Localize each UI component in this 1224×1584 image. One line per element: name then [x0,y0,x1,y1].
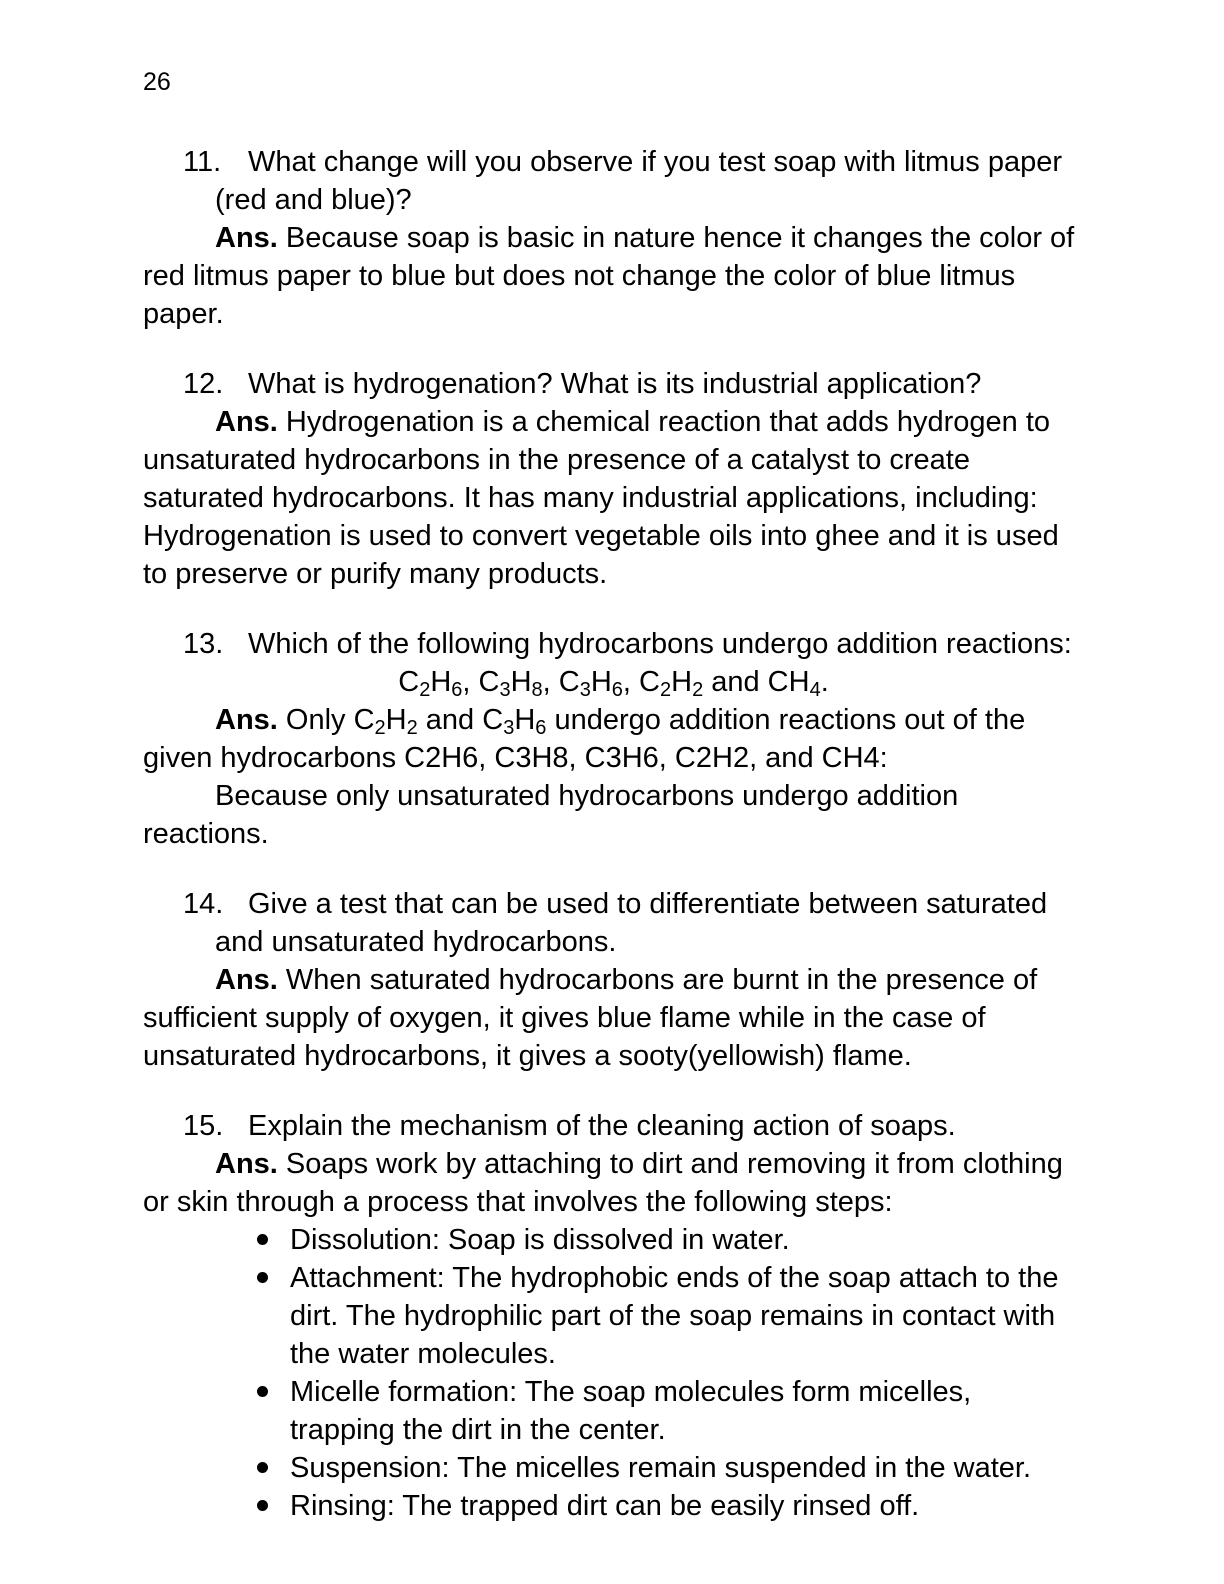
bullet-icon [257,1272,268,1283]
formula-line: $C_2H_6$, $C_3H_8$, $C_3H_6$, $C_2H_2$ and $CH_4$. [398,666,829,701]
question-number: 14. [183,888,224,920]
bullet-icon [257,1500,268,1511]
answer-paragraph [143,403,1084,517]
answer-text: Hydrogenation is a chemical reaction that adds hydrogen to unsaturated hydrocarbons in the presence of a catalyst to create saturated hydrocarbons. It has many industrial applications, including: [143,406,1051,514]
qa-item [143,885,1084,1075]
document-content [143,143,1084,1525]
qa-item [143,143,1084,333]
question-text: Which of the following hydrocarbons undergo addition reactions: [248,628,1072,660]
answer-label: Ans. [215,964,278,996]
subscript: 2 [659,679,672,701]
question-text: Explain the mechanism of the cleaning action of soaps. [248,1110,956,1142]
question-paragraph [143,143,1084,219]
subscript: 3 [499,679,511,701]
qa-item [143,625,1084,853]
answer-paragraph [143,961,1084,1075]
subscript: 4 [809,679,821,701]
answer-label: Ans. [215,704,278,736]
question-text: What change will you observe if you test soap with litmus paper (red and blue)? [215,146,1063,216]
answer-text: When saturated hydrocarbons are burnt in the presence of sufficient supply of oxygen, it gives blue flame while in the case of unsaturated hydrocarbons, it gives a sooty(yellowish) flame. [143,964,1038,1072]
answer-label: Ans. [215,1148,278,1180]
page-number: 26 [143,68,171,96]
bullet-item [143,1373,1084,1449]
answer-label: Ans. [215,222,278,254]
answer-text: Because soap is basic in nature hence it changes the color of red litmus paper to blue but does not change the color of blue litmus paper. [143,222,1075,330]
bullet-item [143,1449,1084,1487]
bullet-text: Rinsing: The trapped dirt can be easily rinsed off. [290,1490,920,1522]
qa-item [143,1107,1084,1525]
answer-label: Ans. [215,406,278,438]
bullet-icon [257,1386,268,1397]
answer-paragraph [143,1145,1084,1221]
answer-continued-paragraph: Because only unsaturated hydrocarbons undergo addition reactions. [143,780,959,850]
subscript: 2 [692,679,704,701]
answer-text: Only $C_2H_2$ and $C_3H_6$ undergo addition reactions out of the given hydrocarbons C2H6, C3H8, C3H6, C2H2, and CH4: [143,704,1026,774]
subscript: 2 [419,679,431,701]
subscript: 6 [611,679,623,701]
bullet-text: Suspension: The micelles remain suspended in the water. [290,1452,1032,1484]
question-paragraph [143,1107,1084,1145]
bullet-text: Dissolution: Soap is dissolved in water. [290,1224,790,1256]
bullet-item [143,1487,1084,1525]
qa-item [143,365,1084,593]
bullet-text: Attachment: The hydrophobic ends of the soap attach to the dirt. The hydrophilic part of the soap remains in contact with the water molecules. [290,1262,1059,1370]
bullet-item [143,1259,1084,1373]
subscript: 2 [374,717,386,739]
bullet-icon [257,1462,268,1473]
question-text: Give a test that can be used to differentiate between saturated and unsaturated hydrocarbons. [215,888,1048,958]
question-number: 11. [183,146,222,178]
bullet-icon [257,1234,268,1245]
subscript: 3 [579,679,591,701]
subscript: 6 [535,717,547,739]
question-paragraph [143,885,1084,961]
subscript: 3 [503,717,515,739]
question-paragraph [143,625,1084,663]
question-text: What is hydrogenation? What is its industrial application? [248,368,982,400]
question-number: 12. [183,368,224,400]
answer-text: Soaps work by attaching to dirt and removing it from clothing or skin through a process that involves the following steps: [143,1148,1063,1218]
answer-paragraph [143,701,1084,777]
bullet-list [143,1221,1084,1525]
subscript: 2 [406,717,418,739]
bullet-item [143,1221,1084,1259]
question-paragraph [143,365,1084,403]
subscript: 8 [531,679,543,701]
question-number: 15. [183,1110,224,1142]
question-number: 13. [183,628,224,660]
bullet-text: Micelle formation: The soap molecules form micelles, trapping the dirt in the center. [290,1376,972,1446]
answer-continued-paragraph: Hydrogenation is used to convert vegetable oils into ghee and it is used to preserve or purify many products. [143,520,1059,590]
subscript: 6 [451,679,463,701]
answer-paragraph [143,219,1084,333]
